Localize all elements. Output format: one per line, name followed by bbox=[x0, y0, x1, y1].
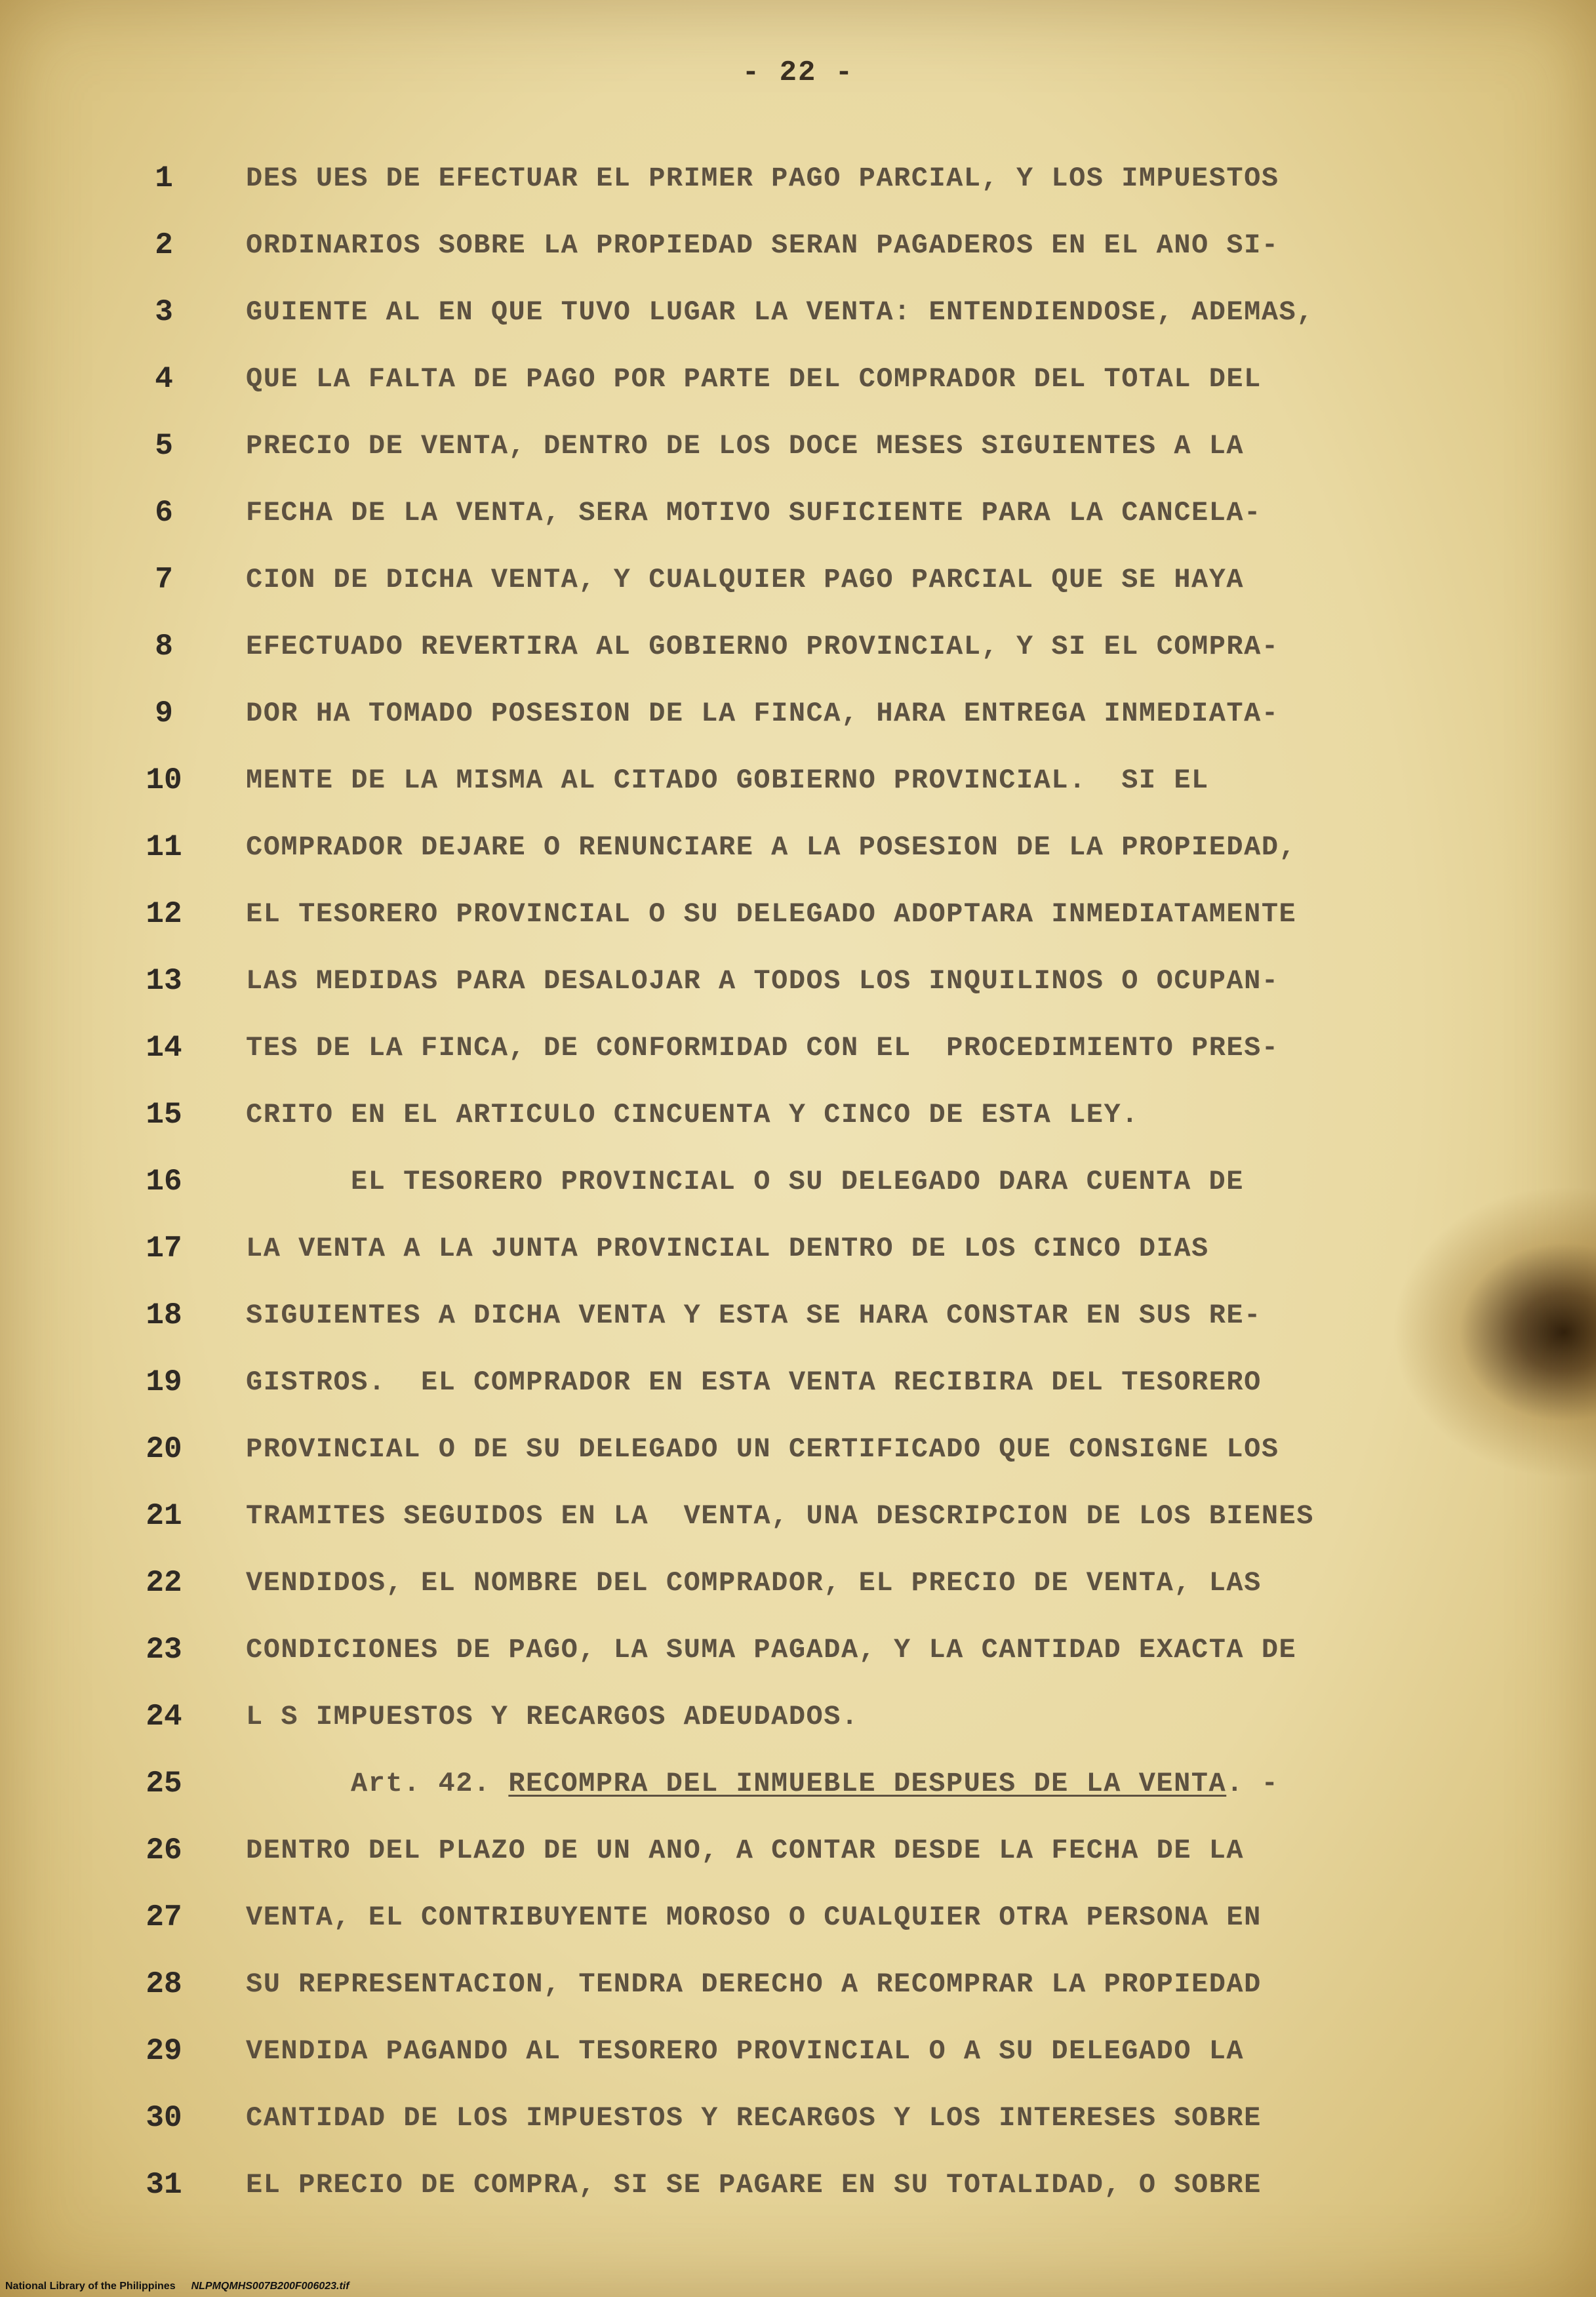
line-text: TRAMITES SEGUIDOS EN LA VENTA, UNA DESCRIPCION DE LOS BIENES bbox=[246, 1500, 1314, 1532]
line-number: 31 bbox=[146, 2168, 182, 2202]
line-number: 25 bbox=[146, 1767, 182, 1801]
line-number: 16 bbox=[146, 1165, 182, 1199]
text-line bbox=[0, 1220, 1596, 1287]
text-line bbox=[0, 1688, 1596, 1755]
line-number: 29 bbox=[146, 2034, 182, 2068]
line-number: 24 bbox=[146, 1700, 182, 1734]
library-credit: National Library of the Philippines bbox=[5, 2281, 176, 2292]
text-line bbox=[0, 1822, 1596, 1888]
line-text: DOR HA TOMADO POSESION DE LA FINCA, HARA ENTREGA INMEDIATA- bbox=[246, 698, 1279, 729]
line-text: SU REPRESENTACION, TENDRA DERECHO A RECOMPRAR LA PROPIEDAD bbox=[246, 1968, 1262, 2000]
line-number: 11 bbox=[146, 830, 182, 864]
text-line bbox=[0, 283, 1596, 350]
line-text: DENTRO DEL PLAZO DE UN ANO, A CONTAR DESDE LA FECHA DE LA bbox=[246, 1835, 1245, 1866]
line-number: 6 bbox=[155, 496, 173, 530]
text-line bbox=[0, 952, 1596, 1019]
article-title: RECOMPRA DEL INMUEBLE DESPUES DE LA VENTA bbox=[508, 1768, 1227, 1799]
text-line bbox=[0, 751, 1596, 818]
text-line bbox=[0, 350, 1596, 417]
line-text: VENTA, EL CONTRIBUYENTE MOROSO O CUALQUIER OTRA PERSONA EN bbox=[246, 1902, 1262, 1933]
line-number: 17 bbox=[146, 1231, 182, 1266]
line-text: GUIENTE AL EN QUE TUVO LUGAR LA VENTA: ENTENDIENDOSE, ADEMAS, bbox=[246, 296, 1314, 328]
text-line bbox=[0, 417, 1596, 484]
line-number: 15 bbox=[146, 1098, 182, 1132]
scan-footer bbox=[5, 2281, 349, 2292]
document-body bbox=[0, 150, 1596, 2223]
text-line bbox=[0, 484, 1596, 551]
text-line bbox=[0, 818, 1596, 885]
article-title-tail: . - bbox=[1226, 1768, 1279, 1799]
line-text: CONDICIONES DE PAGO, LA SUMA PAGADA, Y LA CANTIDAD EXACTA DE bbox=[246, 1634, 1297, 1666]
line-number: 1 bbox=[155, 161, 173, 195]
text-line bbox=[0, 618, 1596, 685]
line-text: SIGUIENTES A DICHA VENTA Y ESTA SE HARA CONSTAR EN SUS RE- bbox=[246, 1300, 1262, 1331]
line-number: 20 bbox=[146, 1432, 182, 1466]
line-number: 4 bbox=[155, 362, 173, 396]
line-number: 3 bbox=[155, 295, 173, 329]
page-number: - 22 - bbox=[742, 56, 854, 89]
text-line bbox=[0, 685, 1596, 751]
line-text: GISTROS. EL COMPRADOR EN ESTA VENTA RECIBIRA DEL TESORERO bbox=[246, 1367, 1262, 1398]
line-number: 27 bbox=[146, 1900, 182, 1934]
text-line bbox=[0, 1153, 1596, 1220]
text-line bbox=[0, 2156, 1596, 2223]
text-line bbox=[0, 1955, 1596, 2022]
text-line bbox=[0, 1019, 1596, 1086]
line-text: VENDIDA PAGANDO AL TESORERO PROVINCIAL O A SU DELEGADO LA bbox=[246, 2035, 1245, 2067]
line-number: 19 bbox=[146, 1365, 182, 1399]
line-number: 18 bbox=[146, 1298, 182, 1332]
line-number: 5 bbox=[155, 429, 173, 463]
text-line bbox=[0, 1621, 1596, 1688]
line-number: 9 bbox=[155, 696, 173, 730]
line-number: 14 bbox=[146, 1031, 182, 1065]
line-text: CION DE DICHA VENTA, Y CUALQUIER PAGO PARCIAL QUE SE HAYA bbox=[246, 564, 1245, 595]
line-text: FECHA DE LA VENTA, SERA MOTIVO SUFICIENTE PARA LA CANCELA- bbox=[246, 497, 1262, 529]
line-number: 2 bbox=[155, 228, 173, 262]
text-line bbox=[0, 2089, 1596, 2156]
text-line bbox=[0, 1287, 1596, 1353]
line-number: 12 bbox=[146, 897, 182, 931]
line-number: 26 bbox=[146, 1833, 182, 1868]
line-text: LAS MEDIDAS PARA DESALOJAR A TODOS LOS INQUILINOS O OCUPAN- bbox=[246, 965, 1279, 997]
line-number: 21 bbox=[146, 1499, 182, 1533]
text-line bbox=[0, 1420, 1596, 1487]
line-text: CRITO EN EL ARTICULO CINCUENTA Y CINCO DE ESTA LEY. bbox=[246, 1099, 1139, 1130]
line-text: EL TESORERO PROVINCIAL O SU DELEGADO ADOPTARA INMEDIATAMENTE bbox=[246, 898, 1297, 930]
line-text: L S IMPUESTOS Y RECARGOS ADEUDADOS. bbox=[246, 1701, 859, 1732]
text-line bbox=[0, 1086, 1596, 1153]
text-line bbox=[0, 1487, 1596, 1554]
line-text: DES UES DE EFECTUAR EL PRIMER PAGO PARCIAL, Y LOS IMPUESTOS bbox=[246, 163, 1279, 194]
line-text: EL TESORERO PROVINCIAL O SU DELEGADO DARA CUENTA DE bbox=[351, 1166, 1244, 1197]
line-number: 8 bbox=[155, 629, 173, 664]
text-line bbox=[0, 2022, 1596, 2089]
file-id: NLPMQMHS007B200F006023.tif bbox=[191, 2281, 349, 2292]
article-heading-line bbox=[351, 1768, 1279, 1799]
line-number: 23 bbox=[146, 1633, 182, 1667]
line-number: 22 bbox=[146, 1566, 182, 1600]
line-number: 7 bbox=[155, 563, 173, 597]
line-text: VENDIDOS, EL NOMBRE DEL COMPRADOR, EL PRECIO DE VENTA, LAS bbox=[246, 1567, 1262, 1599]
article-number: Art. 42. bbox=[351, 1768, 509, 1799]
line-text: CANTIDAD DE LOS IMPUESTOS Y RECARGOS Y LOS INTERESES SOBRE bbox=[246, 2102, 1262, 2134]
line-text: PRECIO DE VENTA, DENTRO DE LOS DOCE MESES SIGUIENTES A LA bbox=[246, 430, 1245, 462]
text-line bbox=[0, 551, 1596, 618]
line-number: 13 bbox=[146, 964, 182, 998]
line-text: ORDINARIOS SOBRE LA PROPIEDAD SERAN PAGADEROS EN EL ANO SI- bbox=[246, 230, 1279, 261]
line-text: PROVINCIAL O DE SU DELEGADO UN CERTIFICADO QUE CONSIGNE LOS bbox=[246, 1433, 1279, 1465]
line-text: EL PRECIO DE COMPRA, SI SE PAGARE EN SU TOTALIDAD, O SOBRE bbox=[246, 2169, 1262, 2201]
line-number: 28 bbox=[146, 1967, 182, 2001]
line-text: LA VENTA A LA JUNTA PROVINCIAL DENTRO DE LOS CINCO DIAS bbox=[246, 1233, 1209, 1264]
text-line bbox=[0, 150, 1596, 216]
line-text: QUE LA FALTA DE PAGO POR PARTE DEL COMPRADOR DEL TOTAL DEL bbox=[246, 363, 1262, 395]
line-text: COMPRADOR DEJARE O RENUNCIARE A LA POSESION DE LA PROPIEDAD, bbox=[246, 831, 1297, 863]
line-text: EFECTUADO REVERTIRA AL GOBIERNO PROVINCIAL, Y SI EL COMPRA- bbox=[246, 631, 1279, 662]
text-line bbox=[0, 1888, 1596, 1955]
text-line bbox=[0, 1353, 1596, 1420]
line-number: 10 bbox=[146, 763, 182, 797]
line-number: 30 bbox=[146, 2101, 182, 2135]
text-line bbox=[0, 216, 1596, 283]
text-line bbox=[0, 1554, 1596, 1621]
text-line bbox=[0, 1755, 1596, 1822]
text-line bbox=[0, 885, 1596, 952]
line-text: MENTE DE LA MISMA AL CITADO GOBIERNO PROVINCIAL. SI EL bbox=[246, 765, 1209, 796]
line-text: TES DE LA FINCA, DE CONFORMIDAD CON EL PROCEDIMIENTO PRES- bbox=[246, 1032, 1279, 1064]
